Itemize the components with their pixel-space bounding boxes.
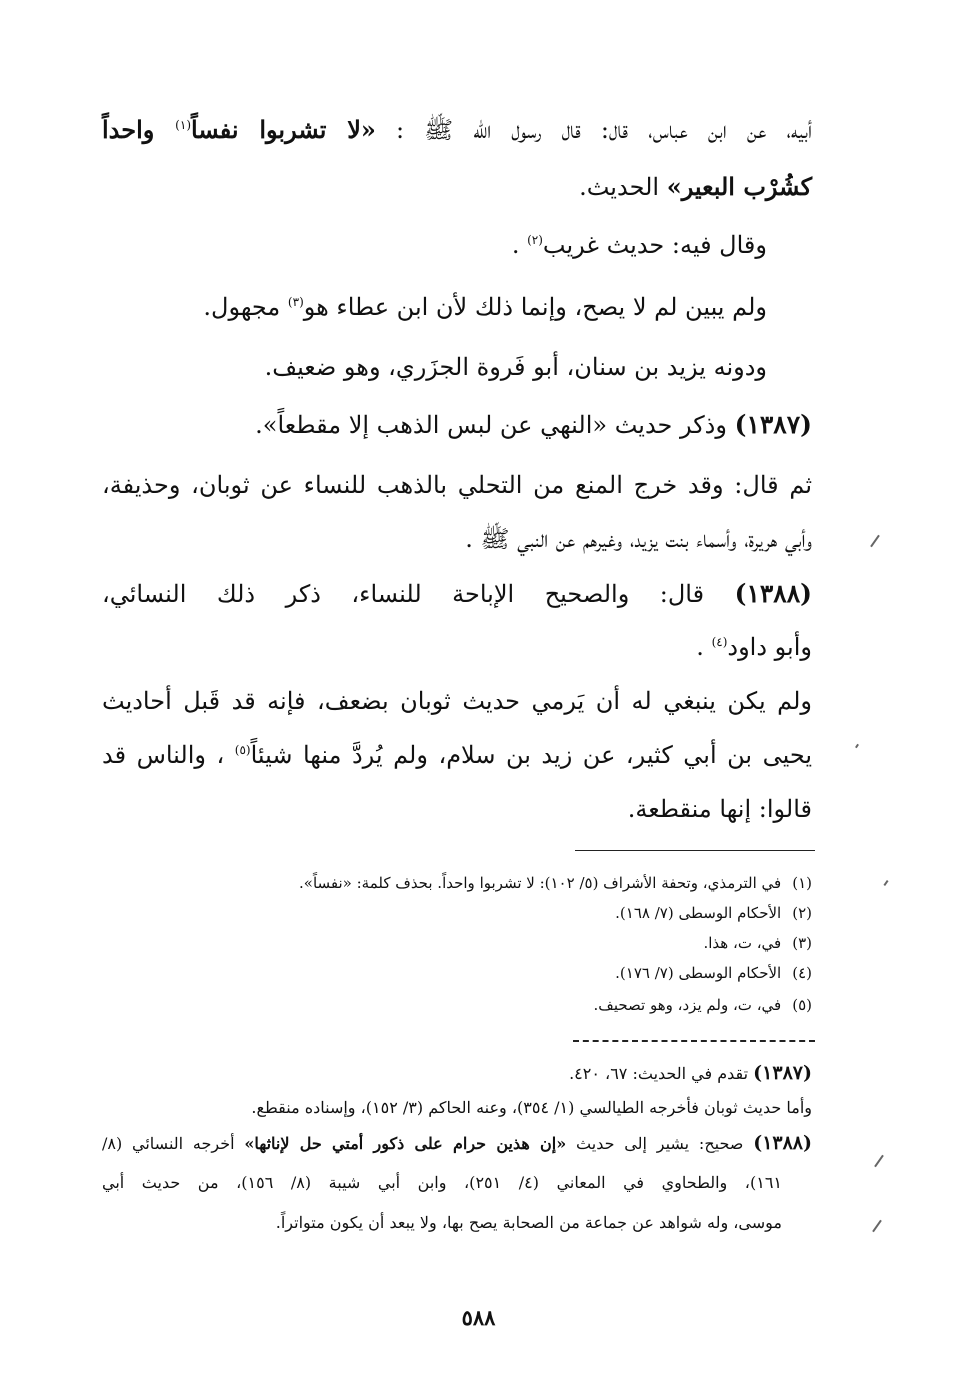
footnote-ref-4[interactable]: (٤) — [711, 635, 728, 649]
text-segment: أبيه، عن ابن عباس، قال: قال رسول الله ﷺ : — [375, 116, 813, 144]
text-segment: ، والناس قد — [102, 741, 235, 769]
footnote-text: في، ت، هذا. — [703, 934, 782, 952]
text-segment: وأبو داود — [727, 633, 812, 661]
text-segment: ولم يبين لم لا يصح، وإنما ذلك لأن ابن عطاء هو — [303, 293, 767, 321]
text-segment: قال: والصحيح الإباحة للنساء، ذكر ذلك النسائي، — [102, 580, 735, 608]
footnote-5 — [112, 994, 812, 1016]
scan-mark — [870, 535, 880, 548]
footnote-text: الأحكام الوسطى (٧/ ١٦٨). — [615, 904, 782, 922]
body-line-4 — [57, 290, 767, 324]
body-line-12 — [102, 738, 812, 772]
body-line-5: ودونه يزيد بن سنان، أبو فَروة الجزَري، وهو ضعيف. — [264, 353, 767, 381]
body-line-1 — [102, 113, 812, 147]
text-segment: . — [511, 231, 528, 259]
text-segment: مجهول. — [203, 293, 288, 321]
text-segment: الحديث. — [579, 173, 667, 201]
body-line-3 — [57, 228, 767, 262]
footnote-4 — [112, 962, 812, 984]
footnote-text: الأحكام الوسطى (٧/ ١٧٦). — [615, 964, 782, 982]
footnote-divider — [575, 850, 815, 851]
hadith-quote-end: كشُرْب البعير» — [666, 172, 812, 201]
footnote-text: في، ت، ولم يزد، وهو تصحيف. — [593, 996, 782, 1014]
body-line-13: قالوا: إنها منقطعة. — [627, 795, 812, 823]
hadith-quote: «لا تشربوا نفساً — [191, 115, 376, 144]
footnote-label: (١) — [792, 874, 812, 892]
text-segment: وقال فيه: حديث غريب — [542, 231, 767, 259]
note-text: صحيح: يشير إلى حديث — [566, 1134, 754, 1153]
notes-divider — [573, 1040, 815, 1042]
scan-mark — [883, 880, 888, 886]
note-1388 — [102, 1130, 812, 1157]
footnote-2 — [112, 902, 812, 924]
text-segment: وذكر حديث «النهي عن لبس الذهب إلا مقطعاً». — [255, 411, 735, 439]
note-1387-line-2: وأما حديث ثوبان فأخرجه الطيالسي (١/ ٣٥٤)، وعنه الحاكم (٣/ ١٥٢)، وإسناده منقطع. — [251, 1098, 812, 1117]
footnote-ref-3[interactable]: (٣) — [287, 295, 304, 309]
hadith-quote-cont: واحداً — [102, 115, 176, 144]
hadith-number-1388: (١٣٨٨) — [734, 579, 812, 608]
body-line-7: ثم قال: وقد خرج المنع من التحلي بالذهب للنساء عن ثوبان، وحذيفة، — [102, 471, 812, 499]
note-1388-line-3: موسى، وله شواهد عن جماعة من الصحابة يصح بها، ولا يبعد أن يكون متواتراً. — [275, 1213, 782, 1232]
footnote-3 — [112, 932, 812, 954]
page-number: ٥٨٨ — [461, 1305, 496, 1330]
footnote-label: (٣) — [792, 934, 812, 952]
footnote-label: (٢) — [792, 904, 812, 922]
body-line-9 — [102, 577, 812, 611]
body-line-6 — [102, 408, 812, 442]
scan-mark — [874, 1155, 884, 1168]
hadith-number-1387: (١٣٨٧) — [734, 410, 812, 439]
footnote-label: (٤) — [792, 964, 812, 982]
scan-mark — [872, 1220, 882, 1233]
note-hadith-quote: «إن هذين حرام على ذكور أمتي حل لإناثها» — [244, 1134, 567, 1153]
note-1387 — [102, 1060, 812, 1087]
footnote-label: (٥) — [792, 996, 812, 1014]
text-segment: يحيى بن أبي كثير، عن زيد بن سلام، ولم يُردَّ منها شيئاً — [250, 741, 813, 769]
body-line-2 — [102, 170, 812, 204]
footnote-ref-5[interactable]: (٥) — [234, 743, 251, 757]
note-text: تقدم في الحديث: ٦٧، ٤٢٠. — [569, 1064, 754, 1083]
note-number: (١٣٨٧) — [753, 1062, 812, 1084]
body-line-10 — [102, 630, 812, 664]
note-1388-line-2: ١٦١)، والطحاوي في المعاني (٤/ ٢٥١)، وابن أبي شيبة (٨/ ١٥٦)، من حديث أبي — [102, 1173, 782, 1192]
footnote-1 — [112, 872, 812, 894]
footnote-ref-1[interactable]: (١) — [175, 118, 191, 132]
scan-mark — [855, 744, 859, 748]
note-number: (١٣٨٨) — [753, 1132, 813, 1154]
footnote-text: في الترمذي، وتحفة الأشراف (٥/ ١٠٢): لا تشربوا واحداً. بحذف كلمة: «نفساً». — [299, 874, 782, 892]
text-segment: . — [696, 633, 712, 661]
footnote-ref-2[interactable]: (٢) — [527, 233, 543, 247]
note-text: أخرجه النسائي (٨/ — [102, 1134, 245, 1153]
body-line-8: وأبي هريرة، وأسماء بنت يزيد، وغيرهم عن النبي ﷺ . — [465, 525, 812, 553]
body-line-11: ولم يكن ينبغي له أن يَرمي حديث ثوبان بضعف، فإنه قد قَبل أحاديث — [102, 687, 812, 715]
